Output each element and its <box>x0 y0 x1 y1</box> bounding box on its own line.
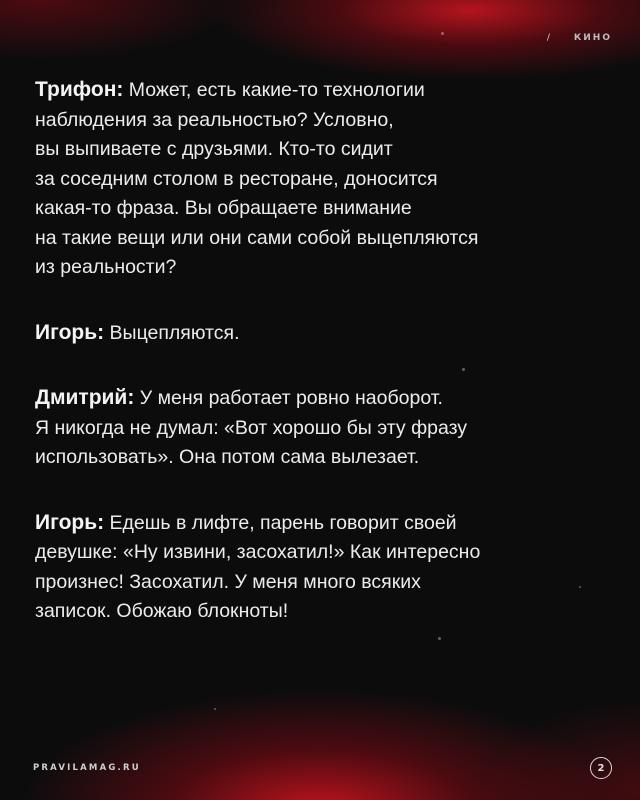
dialogue-paragraph <box>35 75 615 283</box>
site-link[interactable]: PRAVILAMAG.RU <box>33 763 141 773</box>
page-number-badge <box>590 757 612 779</box>
speaker-name: Трифон: <box>35 78 124 101</box>
dialogue-line: вы выпиваете с друзьями. Кто-то сидит <box>35 138 393 160</box>
dialogue-paragraph <box>35 508 615 627</box>
dialogue-paragraph <box>35 383 615 473</box>
page-number: 2 <box>597 762 605 774</box>
dialogue-line: Выцепляются. <box>104 321 240 344</box>
speaker-name: Игорь: <box>35 320 105 344</box>
dialogue-line: девушке: «Ну извини, засохатил!» Как интересно <box>35 541 481 563</box>
section-header <box>547 33 612 43</box>
dialogue-line: использовать». Она потом сама вылезает. <box>35 446 420 468</box>
dialogue-line: какая-то фраза. Вы обращаете внимание <box>35 197 412 219</box>
dialogue-line: записок. Обожаю блокноты! <box>35 600 289 622</box>
dialogue-line: У меня работает ровно наоборот. <box>134 387 443 409</box>
dialogue-line: Может, есть какие-то технологии <box>123 79 425 101</box>
speaker-name: Игорь: <box>35 510 105 534</box>
dialogue-line: наблюдения за реальностью? Условно, <box>35 108 394 131</box>
dialogue-line: за соседним столом в ресторане, доносится <box>35 167 438 190</box>
dust-speck <box>214 708 216 710</box>
dialogue-line: произнес! Засохатил. У меня много всяких <box>35 570 421 593</box>
speaker-name: Дмитрий: <box>35 386 135 409</box>
dialogue-line: Я никогда не думал: «Вот хорошо бы эту фразу <box>35 416 468 439</box>
interview-text <box>35 75 615 662</box>
dialogue-paragraph <box>35 318 615 349</box>
dialogue-line: из реальности? <box>35 256 177 278</box>
dialogue-line: Едешь в лифте, парень говорит своей <box>104 511 457 534</box>
dust-speck <box>441 32 444 35</box>
header-slash: / <box>546 33 552 43</box>
dialogue-line: на такие вещи или они сами собой выцепляются <box>35 226 479 249</box>
section-label: КИНО <box>573 33 612 43</box>
